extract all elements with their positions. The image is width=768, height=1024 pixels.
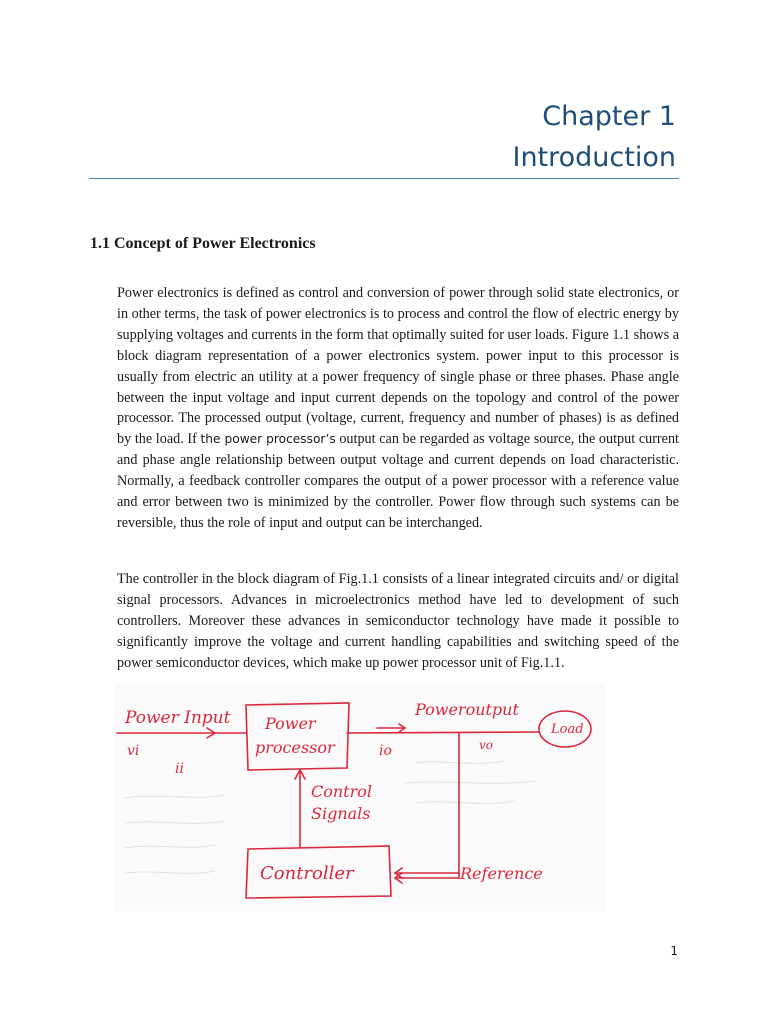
power-box-line-2: processor: [255, 738, 335, 757]
output-line: [347, 732, 539, 733]
load-label: Load: [551, 722, 584, 737]
chapter-number: Chapter 1: [542, 101, 676, 132]
paragraph-2: The controller in the block diagram of Fig.1.1 consists of a linear integrated circuits and/ or digital signal processors. Advances in microelectronics method have led to development of such controllers. Moreover these advances in semiconductor technology have made it possible to significantly improve the voltage and current handling capabilities and switching speed of the power semiconductor devices, which make up power processor unit of Fig.1.1.: [117, 571, 679, 671]
block-diagram-figure: [115, 683, 605, 911]
vi-label: vi: [127, 743, 140, 759]
chapter-title: Introduction: [512, 142, 676, 173]
power-input-label: Power Input: [125, 708, 231, 728]
paragraph-1-text-c: output can be regarded as voltage source, the output current and phase angle relationship between output voltage and current depends on load characteristic. Normally, a feedback controller compares the output of a power processor with a reference value and error between two is minimized by the controller. Power flow through such systems can be reversible, thus the role of input and output can be interchanged.: [117, 431, 679, 531]
chapter-heading: [512, 96, 676, 178]
section-title: 1.1 Concept of Power Electronics: [90, 235, 316, 252]
ii-label: ii: [175, 761, 184, 777]
reference-label: Reference: [460, 864, 543, 883]
paragraph-1: [117, 283, 679, 534]
io-label: io: [379, 743, 392, 759]
heading-divider: [89, 178, 679, 179]
vo-label: vo: [479, 738, 494, 752]
paragraph-1-text-b: the power processor’s: [200, 432, 336, 447]
control-label-line-2: Signals: [311, 804, 371, 823]
power-box-line-1: Power: [265, 714, 316, 733]
control-label-line-1: Control: [311, 782, 373, 801]
power-output-label: Poweroutput: [415, 700, 519, 719]
page-number: 1: [670, 944, 678, 958]
paragraph-1-text-a: Power electronics is defined as control and conversion of power through solid state electronics, or in other terms, the task of power electronics is to process and control the flow of electric energy by supplying voltages and currents in the form that optimally suited for user loads. Figure 1.1 shows a block diagram representation of a power electronics system. power input to this processor is usually from electric an utility at a power frequency of single phase or three phases. Phase angle between the input voltage and input current depends on the topology and control of the power processor. The processed output (voltage, current, frequency and number of phases) is as defined by the load. If: [117, 285, 679, 448]
controller-label: Controller: [260, 863, 354, 884]
